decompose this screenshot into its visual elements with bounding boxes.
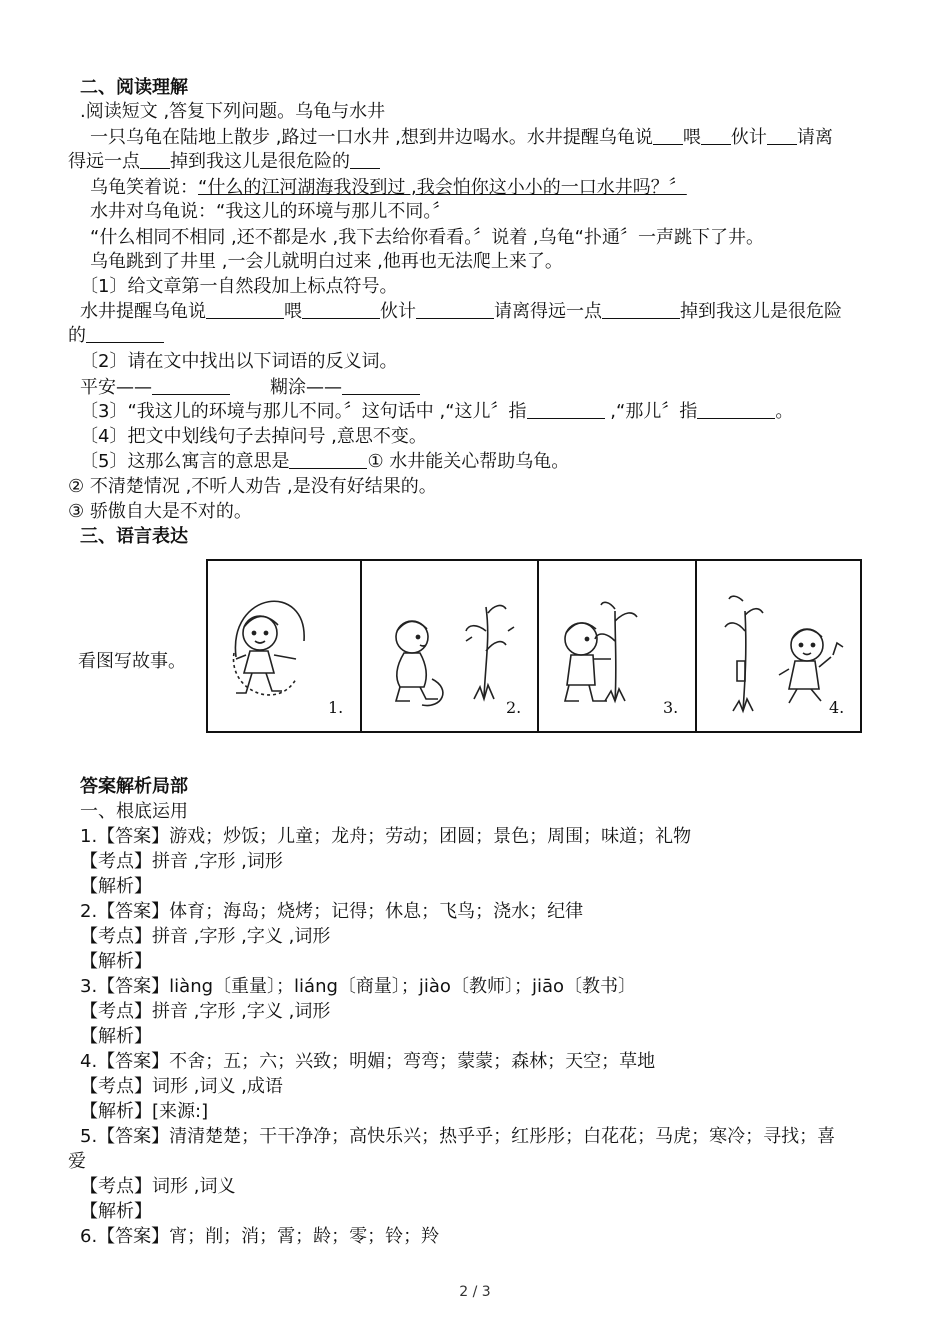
- answer-line: 爱: [68, 1151, 86, 1172]
- panel-number: 2.: [506, 698, 522, 717]
- page-number: 2 / 3: [459, 1284, 491, 1300]
- q2-text: 平安——: [80, 377, 152, 398]
- answer-line: 【考点】拼音 ,字形 ,字义 ,词形: [80, 1001, 331, 1022]
- passage-p1-line2: [68, 150, 380, 174]
- answer-line: 【考点】拼音 ,字形 ,词形: [80, 851, 283, 872]
- comic-panel-1: [208, 561, 362, 731]
- q1-text: 掉到我这儿是很危险: [680, 301, 842, 322]
- answer-blank[interactable]: [206, 300, 284, 319]
- passage-p1-line1: [90, 126, 833, 150]
- answer-line: 【解析】: [80, 876, 152, 897]
- reading-intro: .阅读短文 ,答复下列问题。乌龟与水井: [80, 101, 386, 122]
- q3-text: 。: [775, 401, 794, 422]
- q3-text: 〔3〕“我这儿的环境与那儿不同。〞这句话中 ,“这儿〞指: [80, 401, 527, 422]
- picture-story-strip: [206, 559, 862, 733]
- punct-blank: [140, 150, 170, 169]
- q3-text: ,“那儿〞指: [604, 401, 698, 422]
- punct-blank: [701, 126, 731, 145]
- answer-line: 2.【答案】体育；海岛；烧烤；记得；休息；飞鸟；浇水；纪律: [80, 901, 584, 922]
- passage-p3: 水井对乌龟说：“我这儿的环境与那儿不同。〞: [90, 201, 451, 222]
- expression-heading: 三、语言表达: [80, 526, 188, 547]
- answer-line: 【考点】拼音 ,字形 ,字义 ,词形: [80, 926, 331, 947]
- answer-line: 【解析】: [80, 951, 152, 972]
- comic-panel-2: [362, 561, 539, 731]
- q2-text: 糊涂——: [270, 377, 342, 398]
- q5-option-2: ② 不清楚情况 ,不听人劝告 ,是没有好结果的。: [68, 476, 437, 497]
- answer-line: 【考点】词形 ,词义: [80, 1176, 236, 1197]
- answer-line: 【解析】: [80, 1026, 152, 1047]
- passage-text: 伙计: [730, 127, 767, 148]
- q5-option-3: ③ 骄傲自大是不对的。: [68, 501, 252, 522]
- comic-panel-3: [539, 561, 697, 731]
- answer-blank[interactable]: [86, 324, 164, 343]
- reading-heading: 二、阅读理解: [80, 77, 188, 98]
- answer-blank[interactable]: [289, 450, 367, 469]
- passage-text: 喂: [682, 127, 701, 148]
- question-5: [80, 450, 569, 474]
- punct-blank: [767, 126, 797, 145]
- answer-blank[interactable]: [302, 300, 380, 319]
- answer-blank[interactable]: [697, 400, 775, 419]
- answer-blank[interactable]: [152, 376, 230, 395]
- q5-text: 〔5〕这那么寓言的意思是: [80, 451, 290, 472]
- passage-p2: [90, 176, 687, 200]
- answers-section: 一、根底运用: [80, 801, 188, 822]
- question-1-line2: [68, 324, 164, 348]
- passage-text: 请离: [796, 127, 833, 148]
- question-3: [80, 400, 793, 424]
- q1-text: 的: [68, 325, 86, 346]
- passage-text: 乌龟笑着说：: [90, 177, 198, 198]
- punct-blank: [653, 126, 683, 145]
- expression-prompt: 看图写故事。: [78, 651, 186, 672]
- passage-p4: “什么相同不相同 ,还不都是水 ,我下去给你看看。〞说着 ,乌龟“扑通〞一声跳下了井。: [90, 227, 764, 248]
- q1-text: 伙计: [380, 301, 416, 322]
- passage-text: 一只乌龟在陆地上散步 ,路过一口水井 ,想到井边喝水。水井提醒乌龟说: [90, 127, 653, 148]
- q1-text: 请离得远一点: [494, 301, 602, 322]
- passage-text: 得远一点: [68, 151, 140, 172]
- answer-line: 6.【答案】宵；削；消；霄；龄；零；铃；羚: [80, 1226, 440, 1247]
- passage-text: 掉到我这儿是很危险的: [170, 151, 350, 172]
- punct-blank: [350, 150, 380, 169]
- q1-text: 水井提醒乌龟说: [80, 301, 206, 322]
- answer-line: 5.【答案】清清楚楚；干干净净；高快乐兴；热乎乎；红彤彤；白花花；马虎；寒冷；寻找；喜: [80, 1126, 836, 1147]
- panel-number: 4.: [829, 698, 845, 717]
- answers-heading: 答案解析局部: [80, 776, 188, 797]
- answer-line: 【解析】[来源:]: [80, 1101, 209, 1122]
- underlined-sentence: “什么的江河湖海我没到过 ,我会怕你这小小的一口水井吗？〞: [198, 177, 687, 198]
- question-1-line: [80, 300, 842, 324]
- q5-option-1: ① 水井能关心帮助乌龟。: [367, 451, 570, 472]
- panel-number: 1.: [328, 698, 344, 717]
- answer-blank[interactable]: [527, 400, 605, 419]
- answer-blank[interactable]: [342, 376, 420, 395]
- question-2: 〔2〕请在文中找出以下词语的反义词。: [80, 351, 398, 372]
- comic-panel-4: [697, 561, 860, 731]
- panel-number: 3.: [663, 698, 679, 717]
- question-1: 〔1〕给文章第一自然段加上标点符号。: [80, 276, 398, 297]
- question-2-line: [80, 376, 420, 400]
- answer-line: 【解析】: [80, 1201, 152, 1222]
- q1-text: 喂: [284, 301, 302, 322]
- answer-line: 3.【答案】liàng〔重量〕；liáng〔商量〕；jiào〔教师〕；jiāo〔教书〕: [80, 976, 636, 997]
- answer-blank[interactable]: [602, 300, 680, 319]
- question-4: 〔4〕把文中划线句子去掉问号 ,意思不变。: [80, 426, 427, 447]
- answer-line: 1.【答案】游戏；炒饭；儿童；龙舟；劳动；团圆；景色；周围；味道；礼物: [80, 826, 692, 847]
- answer-line: 【考点】词形 ,词义 ,成语: [80, 1076, 283, 1097]
- passage-p5: 乌龟跳到了井里 ,一会儿就明白过来 ,他再也无法爬上来了。: [90, 251, 563, 272]
- answer-blank[interactable]: [416, 300, 494, 319]
- answer-line: 4.【答案】不舍；五；六；兴致；明媚；弯弯；蒙蒙；森林；天空；草地: [80, 1051, 656, 1072]
